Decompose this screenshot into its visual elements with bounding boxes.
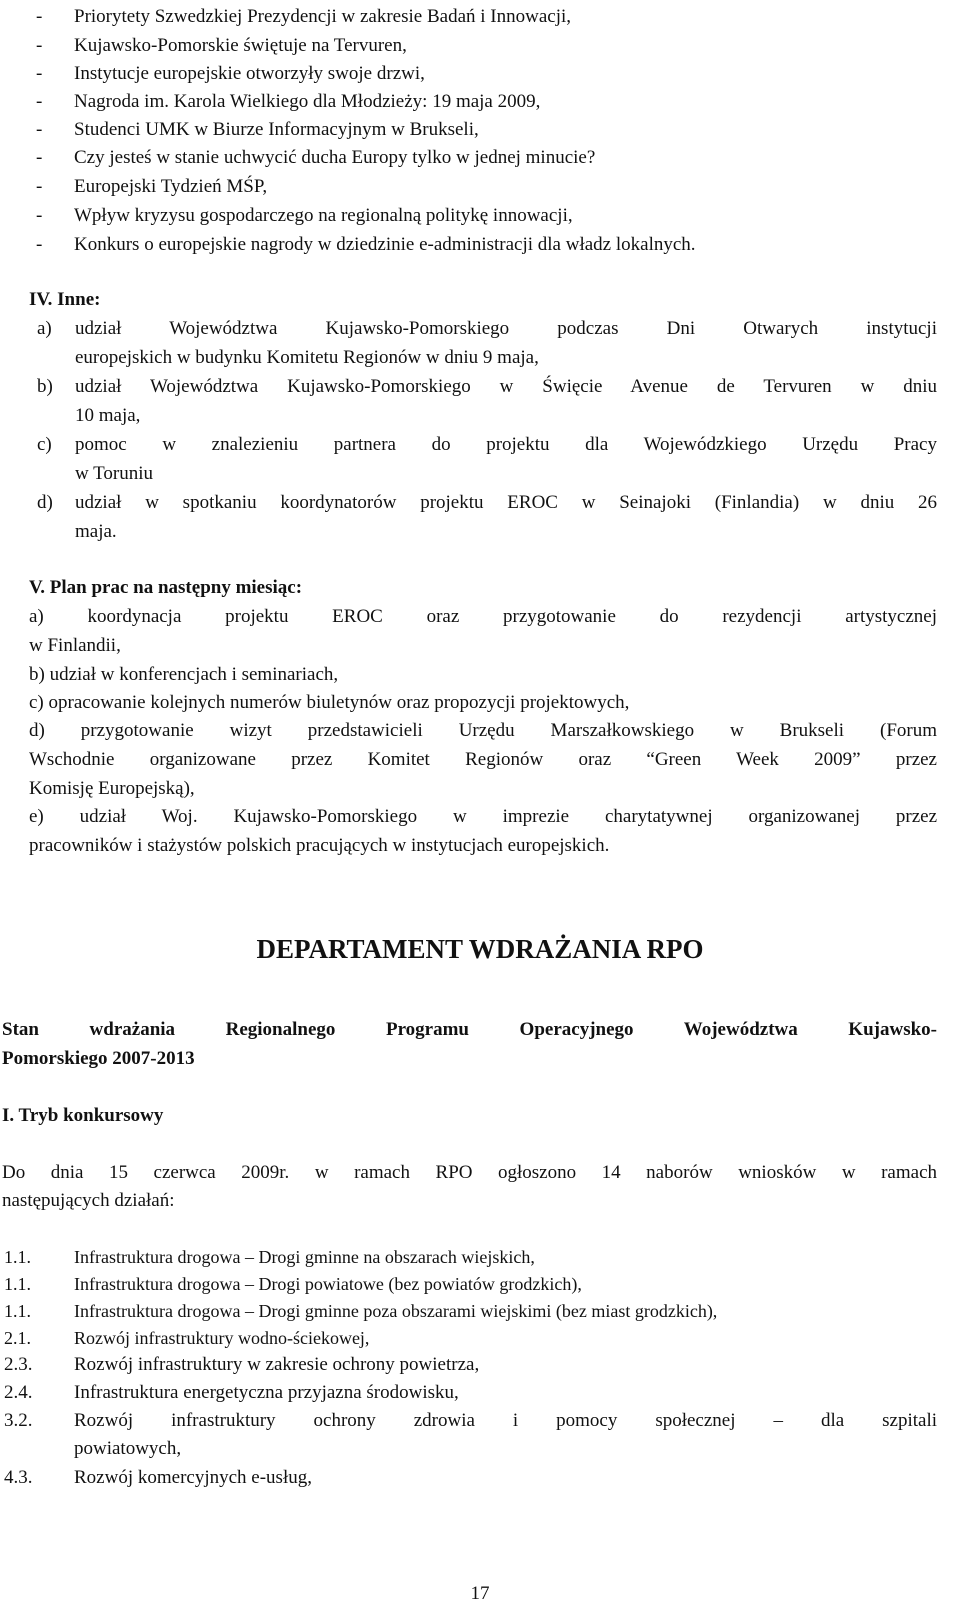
plan-item: e) udział Woj. Kujawsko-Pomorskiego w imprezie charytatywnej organizowanej przez bbox=[29, 806, 937, 827]
section-heading: IV. Inne: bbox=[29, 289, 101, 310]
intro-text: Do dnia 15 czerwca 2009r. w ramach RPO ogłoszono 14 naborów wniosków w ramach bbox=[2, 1162, 937, 1183]
plan-item: Wschodnie organizowane przez Komitet Regionów oraz “Green Week 2009” przez bbox=[29, 749, 937, 770]
plan-item: pracowników i stażystów polskich pracujących w instytucjach europejskich. bbox=[29, 835, 610, 856]
plan-item: b) udział w konferencjach i seminariach, bbox=[29, 664, 339, 685]
department-title: DEPARTAMENT WDRAŻANIA RPO bbox=[256, 934, 704, 964]
plan-item: c) opracowanie kolejnych numerów biuletynów oraz propozycji projektowych, bbox=[29, 692, 630, 713]
status-title: Pomorskiego 2007-2013 bbox=[2, 1048, 195, 1069]
mode-heading: I. Tryb konkursowy bbox=[2, 1105, 164, 1126]
document-page: - Priorytety Szwedzkiej Prezydencji w zakresie Badań i Innowacji, - Kujawsko-Pomorskie świętuje na Tervuren, - Instytucje europejskie otworzyły swoje drzwi, - Nagroda im. Karola Wielkiego dla Młodzieży: 19 maja 2009, - Studenci UMK w Biurze Informacyjnym w Brukseli, - Czy jesteś w stanie uchwycić ducha Europy tylko w jednej minucie? - Europejski Tydzień MŚP, - Wpływ kryzysu gospodarczego na regionalną politykę innowacji, - Konkurs o europejskie nagrody w dziedzinie e-administracji dla władz lokalnych. IV. Inne: a) udział Województwa Kujawsko-Pomorskiego podczas Dni Otwarych instytucji europejskich w budynku Komitetu Regionów w dniu 9 maja, b) udział Województwa Kujawsko-Pomorskiego w Święcie Avenue de Tervuren w dniu 10 maja, c) pomoc w znalezieniu partnera do projektu dla Wojewódzkiego Urzędu Pracy w Toruniu d) udział w spotkaniu koordynatorów projektu EROC w Seinajoki (Finlandia) w dniu 26 maja. V. Plan prac na następny miesiąc: a) koordynacja projektu EROC oraz przygotowanie do rezydencji artystycznej w Finlandii, b) udział w konferencjach i seminariach, c) opracowanie kolejnych numerów biuletynów oraz propozycji projektowych, d) przygotowanie wizyt przedstawicieli Urzędu Marszałkowskiego w Brukseli (Forum Wschodnie organizowane przez Komitet Regionów oraz “Green Week 2009” przez Komisję Europejską), e) udział Woj. Kujawsko-Pomorskiego w imprezie charytatywnej organizowanej przez pracowników i stażystów polskich pracujących w instytucjach europejskich. DEPARTAMENT WDRAŻANIA RPO Stan wdrażania Regionalnego Programu Operacyjnego Województwa Kujawsko- Pomorskiego 2007-2013 I. Tryb konkursowy Do dnia 15 czerwca 2009r. w ramach RPO ogłoszono 14 naborów wniosków w ramach następujących działań: 1.1. Infrastruktura drogowa – Drogi gminne na obszarach wiejskich, 1.1. Infrastruktura drogowa – Drogi powiatowe (bez powiatów grodzkich), 1.1. Infrastruktura drogowa – Drogi gminne poza obszarami wiejskimi (bez miast grodzkich), 2.1. Rozwój infrastruktury wodno-ściekowej, 2.3. Rozwój infrastruktury w zakresie ochrony powietrza, 2.4. Infrastruktura energetyczna przyjazna środowisku, 3.2. Rozwój infrastruktury ochrony zdrowia i pomocy społecznej – dla szpitali powiatowych, 4.3. Rozwój komercyjnych e-usług, 17 bbox=[0, 0, 960, 1607]
plan-item: Komisję Europejską), bbox=[29, 778, 195, 799]
status-title: Stan wdrażania Regionalnego Programu Operacyjnego Województwa Kujawsko- bbox=[2, 1019, 937, 1040]
section-heading: V. Plan prac na następny miesiąc: bbox=[29, 577, 303, 598]
plan-item: d) przygotowanie wizyt przedstawicieli Urzędu Marszałkowskiego w Brukseli (Forum bbox=[29, 720, 937, 741]
intro-text: następujących działań: bbox=[2, 1190, 175, 1211]
page-number: 17 bbox=[470, 1583, 490, 1604]
plan-item: w Finlandii, bbox=[29, 635, 121, 656]
plan-item: a) koordynacja projektu EROC oraz przygotowanie do rezydencji artystycznej bbox=[29, 606, 937, 627]
